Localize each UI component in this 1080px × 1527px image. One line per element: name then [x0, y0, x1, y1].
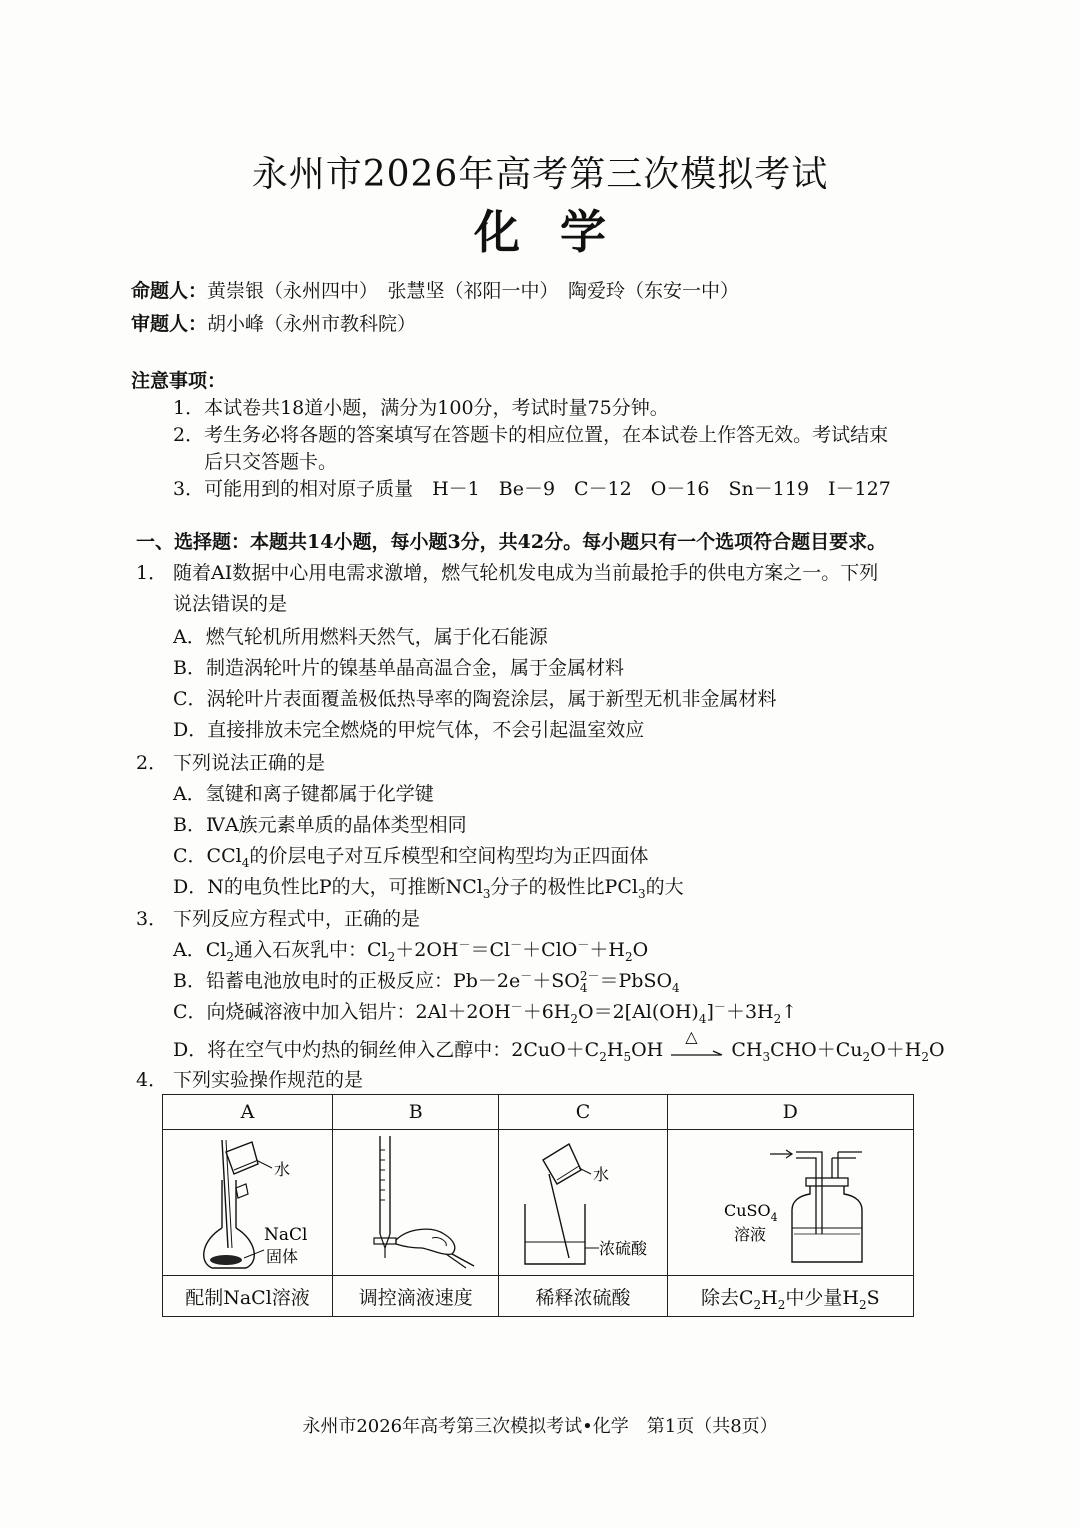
label-cuso4 — [724, 1201, 778, 1224]
question-number: 3． — [136, 908, 168, 930]
text: A．Cl — [173, 939, 227, 961]
option-a — [173, 935, 648, 962]
subscript: 2 — [387, 949, 396, 964]
subscript: 2 — [570, 1011, 578, 1026]
text: S — [866, 1286, 880, 1309]
subscript: 5 — [623, 1049, 632, 1064]
page-footer: 永州市2026年高考第三次模拟考试•化学 第1页（共8页） — [302, 1416, 778, 1437]
text: CHO＋Cu — [770, 1039, 863, 1061]
volumetric-flask-illustration — [168, 1130, 328, 1270]
reviewer-line — [131, 309, 416, 336]
heat-symbol: △ — [685, 1027, 698, 1046]
subscript: 2 — [624, 949, 633, 964]
caption-d — [667, 1276, 913, 1317]
subscript: 2 — [599, 1049, 607, 1064]
option-c: C．涡轮叶片表面覆盖极低热导率的陶瓷涂层，属于新型无机非金属材料 — [173, 688, 777, 710]
option-b — [173, 966, 680, 994]
dilution-illustration — [503, 1130, 663, 1270]
subscript: 3 — [762, 1049, 771, 1064]
superscript: － — [577, 937, 590, 952]
question-number: 4． — [136, 1069, 168, 1091]
text: CuSO — [724, 1201, 771, 1220]
subscript: 2 — [773, 1011, 782, 1026]
question-stem: 下列反应方程式中，正确的是 — [173, 908, 421, 930]
arrow-icon — [669, 1045, 725, 1065]
text: 分子的极性比PCl — [490, 876, 638, 898]
option-b: B．ⅣA族元素单质的晶体类型相同 — [173, 814, 467, 836]
text: D．N的电负性比P的大，可推断NCl — [173, 876, 483, 898]
option-c — [173, 997, 797, 1024]
notice-item: 后只交答题卡。 — [204, 451, 338, 473]
subscript: 2 — [777, 1297, 786, 1312]
caption-b: 调控滴液速度 — [333, 1276, 499, 1317]
question-stem: 下列实验操作规范的是 — [173, 1069, 364, 1091]
option-c — [173, 841, 648, 868]
superscript: － — [458, 937, 471, 952]
text: ＝PbSO — [599, 970, 673, 992]
option-d: D．直接排放未完全燃烧的甲烷气体，不会引起温室效应 — [173, 719, 645, 741]
notice-item: 2．考生务必将各题的答案填写在答题卡的相应位置，在本试卷上作答无效。考试结束 — [173, 424, 889, 446]
option-d — [173, 1027, 945, 1064]
option-b: B．制造涡轮叶片的镍基单晶高温合金，属于金属材料 — [173, 657, 624, 679]
figure-a — [163, 1130, 333, 1276]
label-water: 水 — [592, 1165, 609, 1184]
label-solid: 固体 — [265, 1247, 298, 1266]
text: 的价层电子对互斥模型和空间构型均为正四面体 — [249, 845, 649, 867]
text: ＋ClO — [522, 939, 578, 961]
text: ＋3H — [725, 1001, 774, 1023]
figure-c — [499, 1130, 667, 1276]
question-number: 1． — [136, 562, 168, 584]
text: ＋SO — [532, 970, 580, 992]
label-water: 水 — [273, 1160, 290, 1179]
notice-label: 注意事项： — [131, 370, 227, 392]
heat-arrow — [669, 1027, 725, 1061]
label-acid: 浓硫酸 — [598, 1239, 647, 1258]
section-heading: 一、选择题：本题共14小题，每小题3分，共42分。每小题只有一个选项符合题目要求。 — [136, 531, 887, 553]
notice-item: 3．可能用到的相对原子质量 H－1 Be－9 C－12 O－16 Sn－119 I－127 — [173, 478, 891, 500]
caption-c: 稀释浓硫酸 — [499, 1276, 667, 1317]
text: C．CCl — [173, 845, 242, 867]
subscript: 4 — [770, 1211, 778, 1224]
subscript: 2 — [858, 1297, 867, 1312]
sulfate-charge: 2－ 4 — [579, 969, 600, 995]
text: 中少量H — [785, 1286, 859, 1309]
text: O — [632, 939, 649, 961]
notice-item: 1．本试卷共18道小题，满分为100分，考试时量75分钟。 — [173, 397, 669, 419]
table-caption-row — [163, 1276, 914, 1317]
option-d — [173, 872, 684, 899]
question-stem: 随着AI数据中心用电需求激增，燃气轮机发电成为当前最抢手的供电方案之一。下列 — [173, 562, 879, 584]
label-nacl: NaCl — [263, 1225, 307, 1245]
subscript: 2 — [921, 1049, 929, 1064]
gas-washing-bottle-illustration — [670, 1130, 910, 1270]
option-a: A．燃气轮机所用燃料天然气，属于化石能源 — [173, 626, 548, 648]
burette-illustration — [336, 1130, 496, 1270]
figure-d — [667, 1130, 913, 1276]
subject-title: 化学 — [474, 205, 646, 259]
exam-title: 永州市2026年高考第三次模拟考试 — [251, 154, 829, 195]
text: 通入石灰乳中：Cl — [233, 939, 388, 961]
superscript: － — [713, 999, 726, 1014]
text: O — [928, 1039, 945, 1061]
col-header-a: A — [163, 1095, 333, 1130]
subscript: 4 — [698, 1011, 707, 1026]
reviewer-label: 审题人： — [131, 313, 208, 335]
subscript: 4 — [672, 980, 680, 995]
subscript: 3 — [482, 886, 491, 901]
superscript: － — [520, 968, 533, 983]
col-header-d: D — [667, 1095, 913, 1130]
col-header-c: C — [499, 1095, 667, 1130]
question-number: 2． — [136, 752, 168, 774]
question-stem: 说法错误的是 — [173, 593, 288, 615]
superscript: － — [510, 999, 523, 1014]
subscript: 4 — [241, 855, 250, 870]
text: ＝Cl — [470, 939, 511, 961]
table-header-row — [163, 1095, 914, 1130]
text: H — [761, 1286, 778, 1309]
proposer-line — [131, 276, 739, 303]
caption-a: 配制NaCl溶液 — [163, 1276, 333, 1317]
text: O＝2[Al(OH) — [578, 1001, 699, 1023]
label-solution: 溶液 — [734, 1225, 767, 1244]
text: ↑ — [781, 1001, 798, 1023]
text: ＋H — [589, 939, 625, 961]
text: C．向烧碱溶液中加入铝片：2Al＋2OH — [173, 1001, 511, 1023]
proposer-names: 黄崇银（永州四中） 张慧坚（祁阳一中） 陶爱玲（东安一中） — [207, 280, 740, 302]
subscript: 2 — [862, 1049, 871, 1064]
option-a: A．氢键和离子键都属于化学键 — [173, 783, 434, 805]
col-header-b: B — [333, 1095, 499, 1130]
text: ＋2OH — [395, 939, 459, 961]
subscript: 2 — [226, 949, 234, 964]
text: 除去C — [700, 1286, 754, 1309]
text: H — [606, 1039, 624, 1061]
text: OH — [631, 1039, 664, 1061]
text: B．铅蓄电池放电时的正极反应：Pb－2e — [173, 970, 521, 992]
text: O＋H — [870, 1039, 922, 1061]
question-stem: 下列说法正确的是 — [173, 752, 326, 774]
subscript: 3 — [637, 886, 646, 901]
text: ＋6H — [522, 1001, 571, 1023]
subscript: 2 — [753, 1297, 762, 1312]
text: 的大 — [645, 876, 684, 898]
reviewer-name: 胡小峰（永州市教科院） — [207, 313, 417, 335]
text: ] — [706, 1001, 714, 1023]
superscript: － — [510, 937, 523, 952]
table-figure-row — [163, 1130, 914, 1276]
text: D．将在空气中灼热的铜丝伸入乙醇中：2CuO＋C — [173, 1039, 600, 1061]
text: CH — [731, 1039, 763, 1061]
experiment-table — [162, 1094, 914, 1317]
figure-b — [333, 1130, 499, 1276]
proposer-label: 命题人： — [131, 280, 208, 302]
